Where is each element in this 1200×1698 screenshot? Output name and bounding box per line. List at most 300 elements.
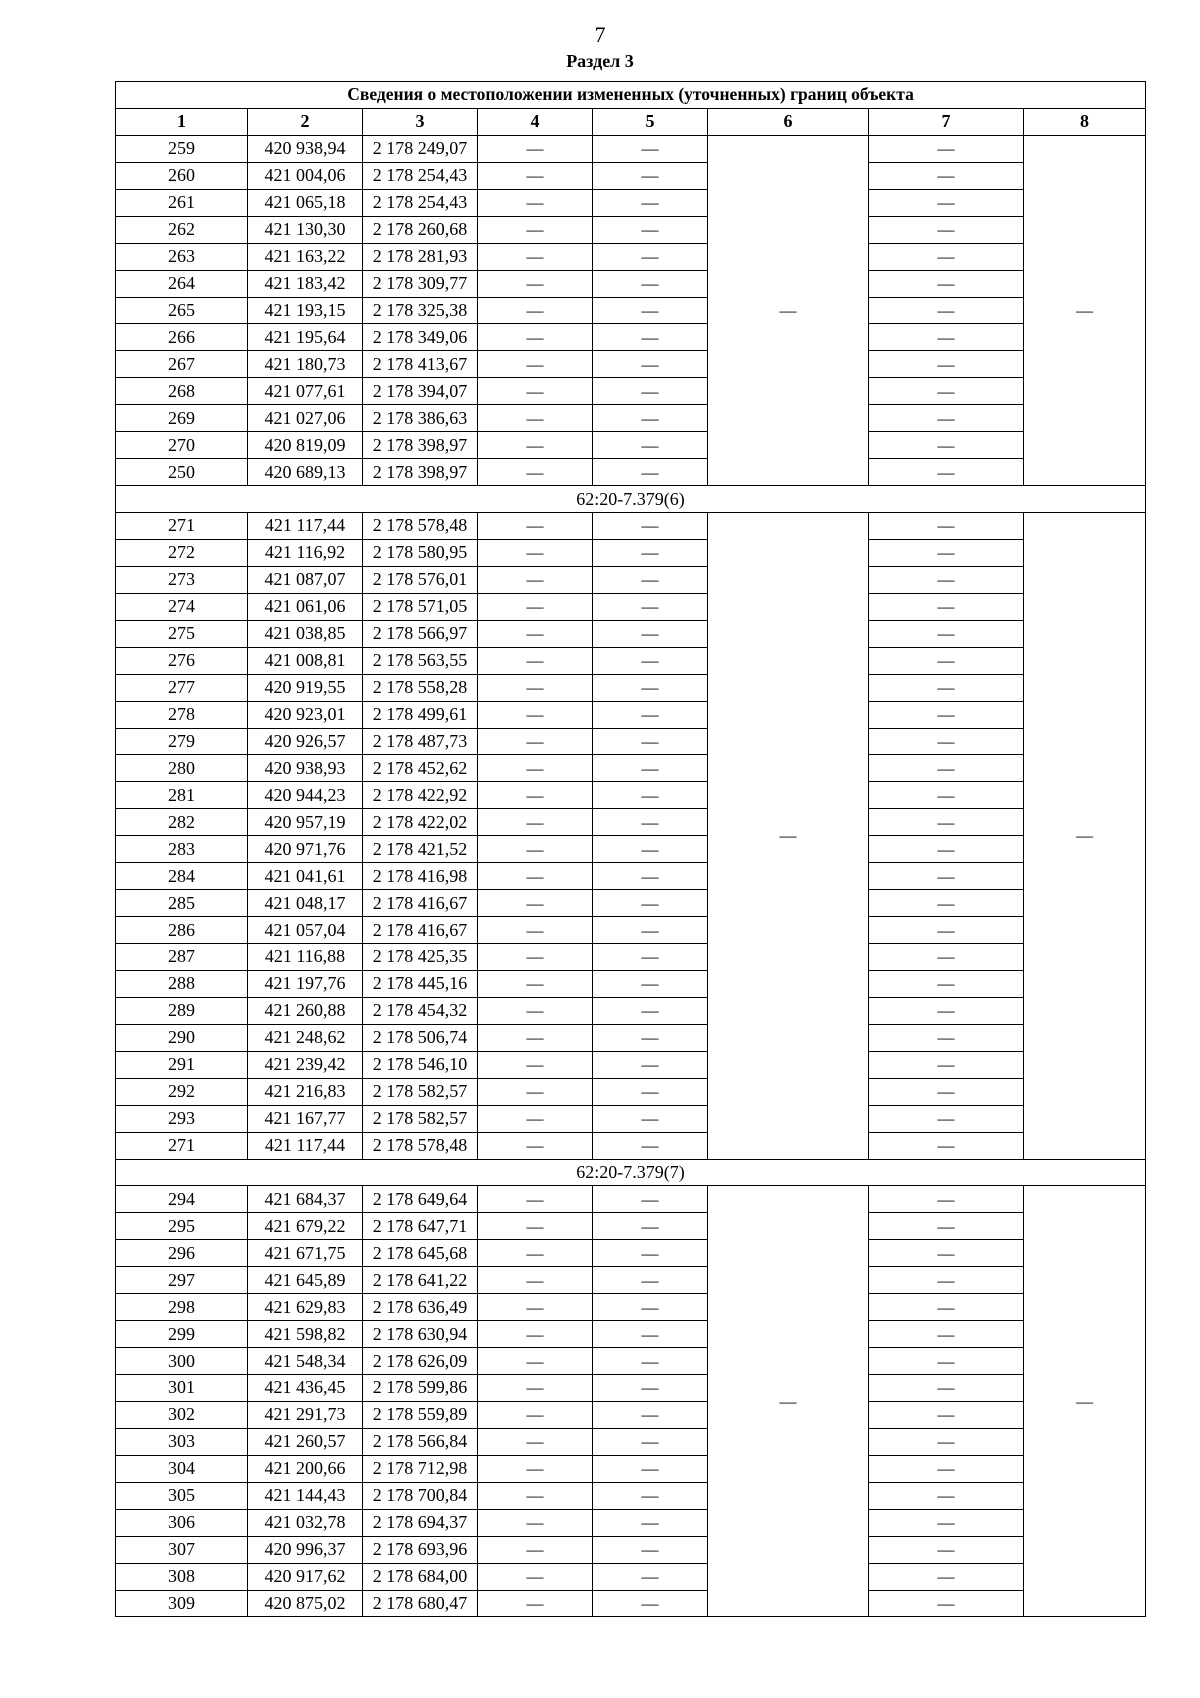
x-coordinate-cell: 421 679,22 [248, 1213, 363, 1240]
col7-dash-cell: — [869, 1348, 1024, 1375]
y-coordinate-cell: 2 178 254,43 [363, 162, 478, 189]
table-row [116, 944, 1146, 971]
col4-dash-cell: — [478, 863, 593, 890]
y-coordinate-cell: 2 178 309,77 [363, 270, 478, 297]
table-row [116, 1024, 1146, 1051]
x-coordinate-cell: 421 057,04 [248, 917, 363, 944]
table-row [116, 135, 1146, 162]
col4-dash-cell: — [478, 1132, 593, 1159]
group-header-row [116, 486, 1146, 513]
x-coordinate-cell: 421 195,64 [248, 324, 363, 351]
col4-dash-cell: — [478, 728, 593, 755]
x-coordinate-cell: 420 919,55 [248, 674, 363, 701]
point-number-cell: 261 [116, 189, 248, 216]
col4-dash-cell: — [478, 1024, 593, 1051]
col5-dash-cell: — [593, 997, 708, 1024]
col5-dash-cell: — [593, 782, 708, 809]
y-coordinate-cell: 2 178 582,57 [363, 1078, 478, 1105]
col4-dash-cell: — [478, 944, 593, 971]
col4-dash-cell: — [478, 1051, 593, 1078]
col7-dash-cell: — [869, 809, 1024, 836]
col7-dash-cell: — [869, 135, 1024, 162]
column-header: 2 [248, 108, 363, 135]
col5-dash-cell: — [593, 620, 708, 647]
y-coordinate-cell: 2 178 325,38 [363, 297, 478, 324]
col5-dash-cell: — [593, 1105, 708, 1132]
col5-dash-cell: — [593, 809, 708, 836]
col5-dash-cell: — [593, 917, 708, 944]
col5-dash-cell: — [593, 1563, 708, 1590]
col5-dash-cell: — [593, 1051, 708, 1078]
y-coordinate-cell: 2 178 649,64 [363, 1186, 478, 1213]
col4-dash-cell: — [478, 809, 593, 836]
point-number-cell: 259 [116, 135, 248, 162]
y-coordinate-cell: 2 178 700,84 [363, 1482, 478, 1509]
column-header: 6 [708, 108, 869, 135]
col5-dash-cell: — [593, 836, 708, 863]
table-row [116, 297, 1146, 324]
table-row [116, 1078, 1146, 1105]
col5-dash-cell: — [593, 539, 708, 566]
x-coordinate-cell: 421 239,42 [248, 1051, 363, 1078]
x-coordinate-cell: 420 819,09 [248, 432, 363, 459]
col7-dash-cell: — [869, 162, 1024, 189]
col5-dash-cell: — [593, 216, 708, 243]
col5-dash-cell: — [593, 755, 708, 782]
col7-dash-cell: — [869, 970, 1024, 997]
x-coordinate-cell: 420 944,23 [248, 782, 363, 809]
x-coordinate-cell: 421 163,22 [248, 243, 363, 270]
table-row [116, 1267, 1146, 1294]
col8-merged-cell: — [1024, 135, 1146, 485]
point-number-cell: 262 [116, 216, 248, 243]
y-coordinate-cell: 2 178 386,63 [363, 405, 478, 432]
group-label: 62:20-7.379(7) [116, 1159, 1146, 1186]
point-number-cell: 297 [116, 1267, 248, 1294]
table-row [116, 1240, 1146, 1267]
col4-dash-cell: — [478, 917, 593, 944]
point-number-cell: 298 [116, 1294, 248, 1321]
col7-dash-cell: — [869, 863, 1024, 890]
y-coordinate-cell: 2 178 571,05 [363, 593, 478, 620]
col4-dash-cell: — [478, 620, 593, 647]
col5-dash-cell: — [593, 970, 708, 997]
y-coordinate-cell: 2 178 445,16 [363, 970, 478, 997]
col5-dash-cell: — [593, 728, 708, 755]
point-number-cell: 285 [116, 890, 248, 917]
point-number-cell: 301 [116, 1375, 248, 1402]
table-row [116, 1132, 1146, 1159]
x-coordinate-cell: 421 645,89 [248, 1267, 363, 1294]
point-number-cell: 296 [116, 1240, 248, 1267]
y-coordinate-cell: 2 178 694,37 [363, 1509, 478, 1536]
col5-dash-cell: — [593, 1024, 708, 1051]
col5-dash-cell: — [593, 701, 708, 728]
point-number-cell: 283 [116, 836, 248, 863]
y-coordinate-cell: 2 178 558,28 [363, 674, 478, 701]
x-coordinate-cell: 421 038,85 [248, 620, 363, 647]
y-coordinate-cell: 2 178 281,93 [363, 243, 478, 270]
table-row [116, 1051, 1146, 1078]
y-coordinate-cell: 2 178 422,92 [363, 782, 478, 809]
col4-dash-cell: — [478, 1105, 593, 1132]
y-coordinate-cell: 2 178 712,98 [363, 1455, 478, 1482]
y-coordinate-cell: 2 178 394,07 [363, 378, 478, 405]
table-row [116, 809, 1146, 836]
col5-dash-cell: — [593, 1078, 708, 1105]
col5-dash-cell: — [593, 1294, 708, 1321]
point-number-cell: 304 [116, 1455, 248, 1482]
col7-dash-cell: — [869, 944, 1024, 971]
col4-dash-cell: — [478, 970, 593, 997]
x-coordinate-cell: 421 180,73 [248, 351, 363, 378]
table-row [116, 674, 1146, 701]
col7-dash-cell: — [869, 1051, 1024, 1078]
point-number-cell: 300 [116, 1348, 248, 1375]
point-number-cell: 276 [116, 647, 248, 674]
col4-dash-cell: — [478, 243, 593, 270]
col5-dash-cell: — [593, 405, 708, 432]
table-row [116, 1563, 1146, 1590]
table-row [116, 324, 1146, 351]
point-number-cell: 295 [116, 1213, 248, 1240]
table-row [116, 432, 1146, 459]
col4-dash-cell: — [478, 755, 593, 782]
col7-dash-cell: — [869, 432, 1024, 459]
column-header: 5 [593, 108, 708, 135]
col4-dash-cell: — [478, 1536, 593, 1563]
col4-dash-cell: — [478, 1348, 593, 1375]
y-coordinate-cell: 2 178 563,55 [363, 647, 478, 674]
x-coordinate-cell: 421 629,83 [248, 1294, 363, 1321]
table-row [116, 539, 1146, 566]
col5-dash-cell: — [593, 459, 708, 486]
x-coordinate-cell: 421 167,77 [248, 1105, 363, 1132]
col7-dash-cell: — [869, 782, 1024, 809]
col7-dash-cell: — [869, 1132, 1024, 1159]
y-coordinate-cell: 2 178 636,49 [363, 1294, 478, 1321]
point-number-cell: 272 [116, 539, 248, 566]
col7-dash-cell: — [869, 755, 1024, 782]
col7-dash-cell: — [869, 378, 1024, 405]
table-row [116, 970, 1146, 997]
point-number-cell: 281 [116, 782, 248, 809]
col4-dash-cell: — [478, 1455, 593, 1482]
col6-merged-cell: — [708, 1186, 869, 1617]
point-number-cell: 308 [116, 1563, 248, 1590]
col5-dash-cell: — [593, 1455, 708, 1482]
col5-dash-cell: — [593, 890, 708, 917]
y-coordinate-cell: 2 178 499,61 [363, 701, 478, 728]
col4-dash-cell: — [478, 324, 593, 351]
point-number-cell: 250 [116, 459, 248, 486]
x-coordinate-cell: 421 048,17 [248, 890, 363, 917]
col5-dash-cell: — [593, 1240, 708, 1267]
col4-dash-cell: — [478, 674, 593, 701]
column-header: 3 [363, 108, 478, 135]
point-number-cell: 284 [116, 863, 248, 890]
x-coordinate-cell: 421 548,34 [248, 1348, 363, 1375]
x-coordinate-cell: 421 684,37 [248, 1186, 363, 1213]
y-coordinate-cell: 2 178 506,74 [363, 1024, 478, 1051]
point-number-cell: 260 [116, 162, 248, 189]
y-coordinate-cell: 2 178 684,00 [363, 1563, 478, 1590]
x-coordinate-cell: 420 971,76 [248, 836, 363, 863]
col7-dash-cell: — [869, 1563, 1024, 1590]
y-coordinate-cell: 2 178 398,97 [363, 432, 478, 459]
col4-dash-cell: — [478, 351, 593, 378]
point-number-cell: 302 [116, 1401, 248, 1428]
table-row [116, 593, 1146, 620]
point-number-cell: 278 [116, 701, 248, 728]
table-row [116, 405, 1146, 432]
col7-dash-cell: — [869, 1321, 1024, 1348]
table-row [116, 1455, 1146, 1482]
point-number-cell: 274 [116, 593, 248, 620]
x-coordinate-cell: 421 116,88 [248, 944, 363, 971]
table-row [116, 1590, 1146, 1617]
table-body [116, 135, 1146, 1617]
col5-dash-cell: — [593, 378, 708, 405]
y-coordinate-cell: 2 178 398,97 [363, 459, 478, 486]
col4-dash-cell: — [478, 782, 593, 809]
col5-dash-cell: — [593, 1348, 708, 1375]
x-coordinate-cell: 420 875,02 [248, 1590, 363, 1617]
x-coordinate-cell: 421 671,75 [248, 1240, 363, 1267]
point-number-cell: 282 [116, 809, 248, 836]
point-number-cell: 294 [116, 1186, 248, 1213]
col7-dash-cell: — [869, 836, 1024, 863]
col4-dash-cell: — [478, 997, 593, 1024]
col7-dash-cell: — [869, 1375, 1024, 1402]
point-number-cell: 307 [116, 1536, 248, 1563]
x-coordinate-cell: 421 008,81 [248, 647, 363, 674]
table-row [116, 755, 1146, 782]
point-number-cell: 264 [116, 270, 248, 297]
y-coordinate-cell: 2 178 559,89 [363, 1401, 478, 1428]
col7-dash-cell: — [869, 1240, 1024, 1267]
col5-dash-cell: — [593, 1428, 708, 1455]
col4-dash-cell: — [478, 836, 593, 863]
col7-dash-cell: — [869, 1186, 1024, 1213]
col4-dash-cell: — [478, 593, 593, 620]
point-number-cell: 266 [116, 324, 248, 351]
col5-dash-cell: — [593, 270, 708, 297]
y-coordinate-cell: 2 178 421,52 [363, 836, 478, 863]
col5-dash-cell: — [593, 243, 708, 270]
y-coordinate-cell: 2 178 647,71 [363, 1213, 478, 1240]
col5-dash-cell: — [593, 324, 708, 351]
y-coordinate-cell: 2 178 249,07 [363, 135, 478, 162]
col4-dash-cell: — [478, 162, 593, 189]
y-coordinate-cell: 2 178 576,01 [363, 566, 478, 593]
x-coordinate-cell: 421 260,57 [248, 1428, 363, 1455]
col7-dash-cell: — [869, 1294, 1024, 1321]
col7-dash-cell: — [869, 1455, 1024, 1482]
table-row [116, 1509, 1146, 1536]
col4-dash-cell: — [478, 1267, 593, 1294]
x-coordinate-cell: 420 938,93 [248, 755, 363, 782]
y-coordinate-cell: 2 178 260,68 [363, 216, 478, 243]
x-coordinate-cell: 421 077,61 [248, 378, 363, 405]
x-coordinate-cell: 421 248,62 [248, 1024, 363, 1051]
table-row [116, 1401, 1146, 1428]
col5-dash-cell: — [593, 1482, 708, 1509]
y-coordinate-cell: 2 178 578,48 [363, 1132, 478, 1159]
col4-dash-cell: — [478, 1482, 593, 1509]
col7-dash-cell: — [869, 216, 1024, 243]
column-header: 1 [116, 108, 248, 135]
col7-dash-cell: — [869, 1267, 1024, 1294]
x-coordinate-cell: 420 923,01 [248, 701, 363, 728]
table-row [116, 1482, 1146, 1509]
x-coordinate-cell: 421 061,06 [248, 593, 363, 620]
page-number: 7 [594, 22, 606, 47]
col5-dash-cell: — [593, 1213, 708, 1240]
col7-dash-cell: — [869, 674, 1024, 701]
point-number-cell: 292 [116, 1078, 248, 1105]
col5-dash-cell: — [593, 566, 708, 593]
point-number-cell: 306 [116, 1509, 248, 1536]
col5-dash-cell: — [593, 1321, 708, 1348]
table-row [116, 351, 1146, 378]
table-row [116, 513, 1146, 540]
col8-merged-cell: — [1024, 513, 1146, 1160]
col5-dash-cell: — [593, 1267, 708, 1294]
x-coordinate-cell: 421 004,06 [248, 162, 363, 189]
y-coordinate-cell: 2 178 487,73 [363, 728, 478, 755]
table-row [116, 378, 1146, 405]
col5-dash-cell: — [593, 432, 708, 459]
y-coordinate-cell: 2 178 680,47 [363, 1590, 478, 1617]
table-row [116, 863, 1146, 890]
point-number-cell: 303 [116, 1428, 248, 1455]
col4-dash-cell: — [478, 566, 593, 593]
x-coordinate-cell: 421 216,83 [248, 1078, 363, 1105]
table-row [116, 1428, 1146, 1455]
table-row [116, 1536, 1146, 1563]
x-coordinate-cell: 421 117,44 [248, 513, 363, 540]
y-coordinate-cell: 2 178 413,67 [363, 351, 478, 378]
col7-dash-cell: — [869, 728, 1024, 755]
y-coordinate-cell: 2 178 566,97 [363, 620, 478, 647]
col5-dash-cell: — [593, 162, 708, 189]
col7-dash-cell: — [869, 1590, 1024, 1617]
x-coordinate-cell: 421 260,88 [248, 997, 363, 1024]
y-coordinate-cell: 2 178 578,48 [363, 513, 478, 540]
column-header: 4 [478, 108, 593, 135]
col7-dash-cell: — [869, 351, 1024, 378]
col6-merged-cell: — [708, 513, 869, 1160]
col5-dash-cell: — [593, 297, 708, 324]
col5-dash-cell: — [593, 647, 708, 674]
x-coordinate-cell: 421 291,73 [248, 1401, 363, 1428]
table-row [116, 620, 1146, 647]
col4-dash-cell: — [478, 1428, 593, 1455]
col4-dash-cell: — [478, 1321, 593, 1348]
col5-dash-cell: — [593, 135, 708, 162]
table-title: Сведения о местоположении измененных (уточненных) границ объекта [116, 82, 1146, 109]
col4-dash-cell: — [478, 1213, 593, 1240]
col5-dash-cell: — [593, 1590, 708, 1617]
col7-dash-cell: — [869, 243, 1024, 270]
point-number-cell: 263 [116, 243, 248, 270]
x-coordinate-cell: 420 996,37 [248, 1536, 363, 1563]
table-row [116, 1348, 1146, 1375]
col7-dash-cell: — [869, 1509, 1024, 1536]
table-row [116, 647, 1146, 674]
col4-dash-cell: — [478, 890, 593, 917]
col7-dash-cell: — [869, 270, 1024, 297]
y-coordinate-cell: 2 178 452,62 [363, 755, 478, 782]
col7-dash-cell: — [869, 593, 1024, 620]
y-coordinate-cell: 2 178 626,09 [363, 1348, 478, 1375]
col4-dash-cell: — [478, 189, 593, 216]
col5-dash-cell: — [593, 1132, 708, 1159]
coordinates-table [115, 81, 1146, 1617]
table-row [116, 782, 1146, 809]
table-row [116, 1294, 1146, 1321]
col7-dash-cell: — [869, 1536, 1024, 1563]
col7-dash-cell: — [869, 647, 1024, 674]
col4-dash-cell: — [478, 1240, 593, 1267]
y-coordinate-cell: 2 178 693,96 [363, 1536, 478, 1563]
x-coordinate-cell: 420 689,13 [248, 459, 363, 486]
col7-dash-cell: — [869, 324, 1024, 351]
y-coordinate-cell: 2 178 630,94 [363, 1321, 478, 1348]
y-coordinate-cell: 2 178 416,98 [363, 863, 478, 890]
col7-dash-cell: — [869, 1428, 1024, 1455]
col4-dash-cell: — [478, 647, 593, 674]
x-coordinate-cell: 421 144,43 [248, 1482, 363, 1509]
x-coordinate-cell: 420 938,94 [248, 135, 363, 162]
x-coordinate-cell: 421 130,30 [248, 216, 363, 243]
table-row [116, 189, 1146, 216]
point-number-cell: 271 [116, 513, 248, 540]
point-number-cell: 270 [116, 432, 248, 459]
group-label: 62:20-7.379(6) [116, 486, 1146, 513]
point-number-cell: 269 [116, 405, 248, 432]
table-row [116, 701, 1146, 728]
col7-dash-cell: — [869, 405, 1024, 432]
col7-dash-cell: — [869, 459, 1024, 486]
y-coordinate-cell: 2 178 582,57 [363, 1105, 478, 1132]
x-coordinate-cell: 421 200,66 [248, 1455, 363, 1482]
y-coordinate-cell: 2 178 580,95 [363, 539, 478, 566]
table-row [116, 997, 1146, 1024]
x-coordinate-cell: 421 027,06 [248, 405, 363, 432]
col5-dash-cell: — [593, 1375, 708, 1402]
x-coordinate-cell: 421 197,76 [248, 970, 363, 997]
col7-dash-cell: — [869, 297, 1024, 324]
col4-dash-cell: — [478, 405, 593, 432]
col4-dash-cell: — [478, 1509, 593, 1536]
y-coordinate-cell: 2 178 641,22 [363, 1267, 478, 1294]
x-coordinate-cell: 421 436,45 [248, 1375, 363, 1402]
x-coordinate-cell: 420 957,19 [248, 809, 363, 836]
col7-dash-cell: — [869, 1105, 1024, 1132]
col5-dash-cell: — [593, 1401, 708, 1428]
col4-dash-cell: — [478, 1186, 593, 1213]
table-row [116, 566, 1146, 593]
col7-dash-cell: — [869, 539, 1024, 566]
table-row [116, 270, 1146, 297]
col4-dash-cell: — [478, 1563, 593, 1590]
y-coordinate-cell: 2 178 566,84 [363, 1428, 478, 1455]
col7-dash-cell: — [869, 1213, 1024, 1240]
x-coordinate-cell: 421 032,78 [248, 1509, 363, 1536]
x-coordinate-cell: 421 087,07 [248, 566, 363, 593]
